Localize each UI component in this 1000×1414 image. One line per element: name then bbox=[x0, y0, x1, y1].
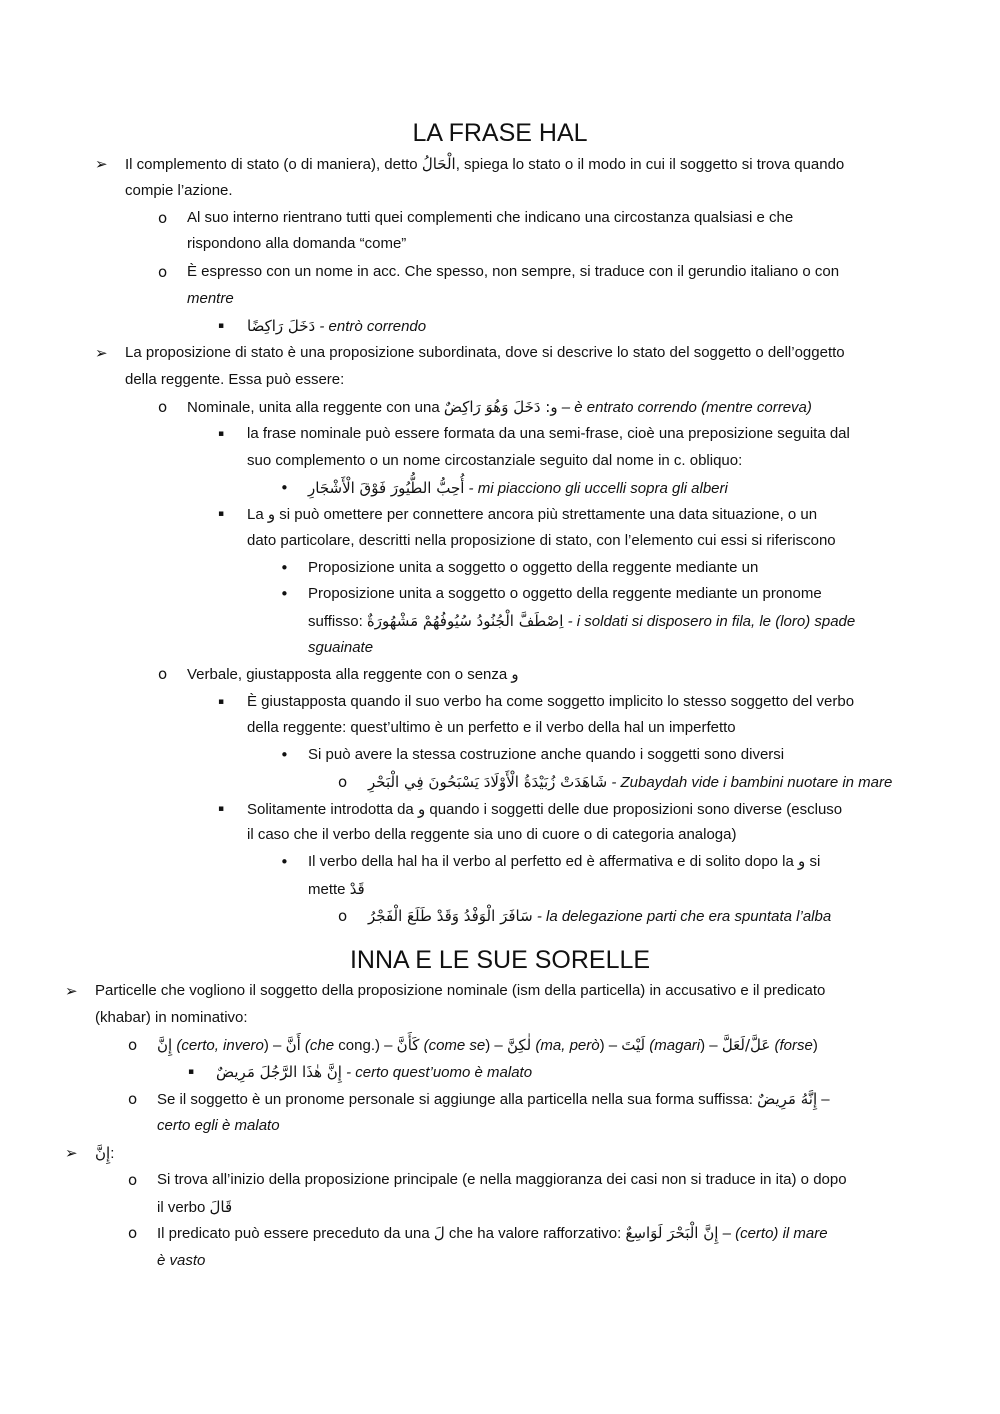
circle-bullet-icon: o bbox=[158, 398, 168, 416]
example-zubaydah: شَاهَدَتْ زُبَيْدَةُ الْأَوْلَادَ يَسْبَحُونَ فِي الْبَحْرِ - Zubaydah vide i bambini nuotare in mare bbox=[368, 773, 893, 791]
sub-item-complementi: Al suo interno rientrano tutti quei complementi che indicano una circostanza qualsiasi e che bbox=[187, 209, 794, 226]
sub-item-suffisso: Se il soggetto è un pronome personale si aggiunge alla particella nella sua forma suffissa: إِنَّهُ مَرِيضٌ – bbox=[157, 1090, 830, 1108]
dot-verbo-perfetto-cont: mette قَدْ bbox=[308, 880, 365, 898]
section-title-inna: INNA E LE SUE SORELLE bbox=[349, 946, 651, 974]
circle-bullet-icon: o bbox=[128, 1224, 138, 1242]
bullet-particelle: Particelle che vogliono il soggetto della proposizione nominale (ism della particella) in accusativo e il predicato bbox=[95, 982, 826, 999]
square-bullet-icon: ▪ bbox=[218, 321, 225, 331]
example-uomo-malato: إِنَّ هٰذَا الرَّجُلَ مَرِيضٌ - certo quest’uomo è malato bbox=[216, 1063, 533, 1081]
dot-verbo-perfetto: Il verbo della hal ha il verbo al perfetto ed è affermativa e di solito dopo la و si bbox=[308, 853, 821, 870]
square-bullet-icon: ▪ bbox=[218, 804, 225, 814]
bullet-proposizione-stato: La proposizione di stato è una proposizione subordinata, dove si descrive lo stato del soggetto o dell’oggetto bbox=[125, 344, 845, 361]
sub-item-acc: È espresso con un nome in acc. Che spesso, non sempre, si traduce con il gerundio italiano o con bbox=[187, 263, 840, 280]
arrow-bullet-icon: ➢ bbox=[65, 982, 78, 1000]
sub-item-acc-cont: mentre bbox=[187, 290, 234, 307]
arrow-bullet-icon: ➢ bbox=[95, 344, 108, 362]
dot-bullet-icon: • bbox=[280, 585, 289, 603]
sub-item-suffisso-cont: certo egli è malato bbox=[157, 1117, 280, 1134]
sub-item-rafforzativo-cont: è vasto bbox=[157, 1252, 206, 1269]
sq-semi-frase-cont: suo complemento o un nome circostanziale seguito dal nome in c. obliquo: bbox=[247, 452, 743, 469]
sq-semi-frase: la frase nominale può essere formata da una semi-frase, cioè una preposizione seguita dal bbox=[247, 425, 850, 442]
particles-list: إِنَّ (certo, invero) – أَنَّ (che cong.) – كَأَنَّ (come se) – لٰكِنَّ (ma, però) – لَيْتَ (magari) – عَلَّ/لَعَلَّ (forse) bbox=[157, 1036, 818, 1054]
bullet-hal-definition-cont: compie l’azione. bbox=[125, 182, 233, 199]
example-delegazione: سَافَرَ الْوَفْدُ وَقَدْ طَلَعَ الْفَجْرُ - la delegazione parti che era spuntata l’alba bbox=[368, 907, 832, 925]
example-soldati: suffisso: اِصْطَفَّ الْجُنُودُ سُيُوفُهُمْ مَشْهُورَةٌ - i soldati si disposero in fila, le (loro) spade bbox=[308, 612, 856, 630]
circle-bullet-icon: o bbox=[158, 209, 168, 227]
circle-bullet-icon: o bbox=[338, 907, 348, 925]
circle-bullet-icon: o bbox=[128, 1090, 138, 1108]
square-bullet-icon: ▪ bbox=[218, 509, 225, 519]
dot-bullet-icon: • bbox=[280, 479, 289, 497]
dot-bullet-icon: • bbox=[280, 853, 289, 871]
sq-introdotta-waw: Solitamente introdotta da و quando i soggetti delle due proposizioni sono diverse (escluso bbox=[247, 800, 843, 818]
dot-bullet-icon: • bbox=[280, 559, 289, 577]
sq-introdotta-waw-cont: il caso che il verbo della reggente sia uno di cuore o di categoria analoga) bbox=[247, 826, 737, 843]
bullet-inna: إِنَّ: bbox=[95, 1144, 115, 1162]
bullet-proposizione-stato-cont: della reggente. Essa può essere: bbox=[125, 371, 345, 388]
example-uccelli: أُحِبُّ الطُّيُورَ فَوْقَ الْأَشْجَارِ - mi piacciono gli uccelli sopra gli alberi bbox=[308, 479, 728, 497]
arrow-bullet-icon: ➢ bbox=[65, 1144, 78, 1162]
square-bullet-icon: ▪ bbox=[218, 697, 225, 707]
circle-bullet-icon: o bbox=[158, 665, 168, 683]
sub-item-complementi-cont: rispondono alla domanda “come” bbox=[187, 235, 407, 252]
sq-giustapposta: È giustapposta quando il suo verbo ha come soggetto implicito lo stesso soggetto del verbo bbox=[247, 693, 855, 710]
sub-item-verbale: Verbale, giustapposta alla reggente con o senza و bbox=[187, 665, 519, 683]
dot-bullet-icon: • bbox=[280, 746, 289, 764]
sq-omissione-waw: La و si può omettere per connettere ancora più strettamente una data situazione, o un bbox=[247, 505, 818, 523]
bullet-hal-definition: Il complemento di stato (o di maniera), detto الْحَالُ, spiega lo stato o il modo in cui il soggetto si trova quando bbox=[125, 155, 845, 173]
bullet-particelle-cont: (khabar) in nominativo: bbox=[95, 1009, 248, 1026]
dot-unita-soggetto: Proposizione unita a soggetto o oggetto della reggente mediante un bbox=[308, 559, 759, 576]
sub-item-posizione-cont: il verbo قَالَ bbox=[157, 1198, 233, 1216]
square-bullet-icon: ▪ bbox=[218, 429, 225, 439]
square-bullet-icon: ▪ bbox=[188, 1067, 195, 1077]
sq-omissione-waw-cont: dato particolare, descritti nella proposizione di stato, con l’elemento cui essi si riferiscono bbox=[247, 532, 836, 549]
circle-bullet-icon: o bbox=[128, 1036, 138, 1054]
circle-bullet-icon: o bbox=[128, 1171, 138, 1189]
section-title-la-frase-hal: LA FRASE HAL bbox=[412, 119, 588, 147]
example-soldati-cont: sguainate bbox=[308, 639, 374, 656]
sub-item-rafforzativo: Il predicato può essere preceduto da una لَ che ha valore rafforzativo: إِنَّ الْبَحْرَ لَوَاسِعٌ – (certo) il mare bbox=[157, 1224, 828, 1242]
example-dakhala-rakidan: دَخَلَ رَاكِضًا - entrò correndo bbox=[247, 317, 427, 335]
circle-bullet-icon: o bbox=[158, 263, 168, 281]
sub-item-posizione: Si trova all’inizio della proposizione principale (e nella maggioranza dei casi non si traduce in ita) o dopo bbox=[157, 1171, 847, 1188]
dot-soggetti-diversi: Si può avere la stessa costruzione anche quando i soggetti sono diversi bbox=[308, 746, 785, 763]
circle-bullet-icon: o bbox=[338, 773, 348, 791]
sq-giustapposta-cont: della reggente: quest’ultimo è un perfetto e il verbo della hal un imperfetto bbox=[247, 719, 736, 736]
arrow-bullet-icon: ➢ bbox=[95, 155, 108, 173]
sub-item-nominale: Nominale, unita alla reggente con una و: دَخَلَ وَهُوَ رَاكِضٌ – è entrato correndo (mentre correva) bbox=[187, 398, 812, 416]
dot-pronome-suffisso: Proposizione unita a soggetto o oggetto della reggente mediante un pronome bbox=[308, 585, 822, 602]
